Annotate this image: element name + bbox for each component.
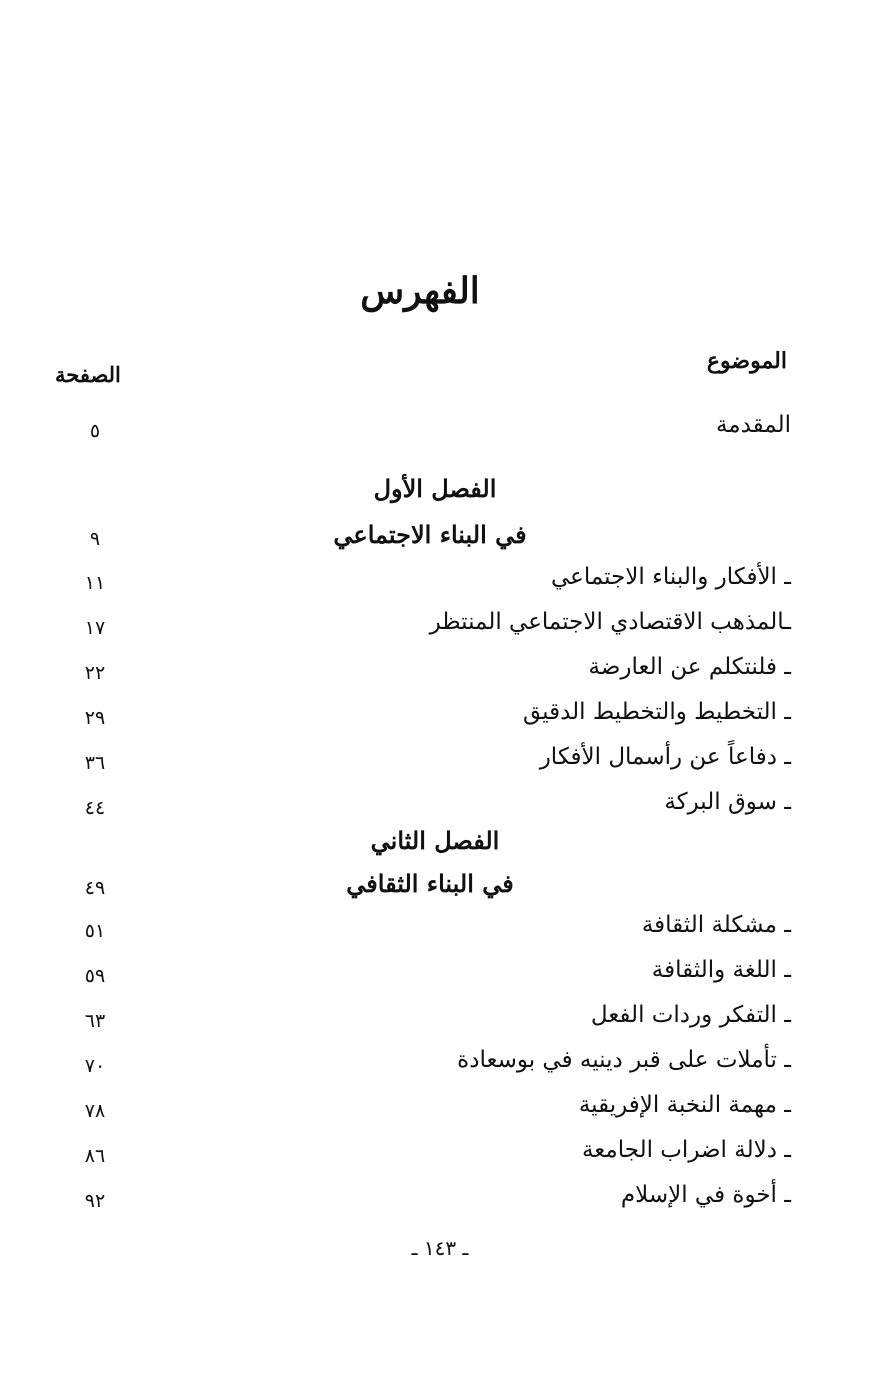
toc-entry (0, 1137, 873, 1177)
toc-entry-page: ٤٤ (84, 797, 106, 819)
toc-entry (0, 1182, 873, 1222)
toc-entry-page: ٢٢ (84, 662, 106, 684)
toc-entry-page: ٤٩ (84, 877, 106, 899)
toc-entry-page: ٩٢ (84, 1190, 106, 1212)
toc-entry (0, 564, 873, 604)
chapter-heading (0, 474, 873, 514)
chapter-subheading (0, 869, 873, 909)
toc-entry (0, 412, 873, 452)
toc-entry-text: ـ سوق البركة (664, 789, 791, 815)
toc-entry-text: المقدمة (715, 412, 791, 438)
chapter-subtitle: في البناء الاجتماعي (333, 520, 527, 549)
toc-entry-page: ٦٣ (84, 1010, 106, 1032)
column-header-page: الصفحة (55, 362, 121, 387)
toc-entry-page: ٨٦ (84, 1145, 106, 1167)
toc-entry (0, 1092, 873, 1132)
toc-entry (0, 654, 873, 694)
column-header-subject: الموضوع (706, 348, 787, 374)
page-title: الفهرس (360, 270, 480, 312)
toc-entry-page: ٧٨ (84, 1100, 106, 1122)
toc-entry-page: ٢٩ (84, 707, 106, 729)
toc-entry-text: ـ دفاعاً عن رأسمال الأفكار (539, 744, 791, 770)
toc-entry-page: ٥ (89, 420, 101, 442)
toc-entry (0, 699, 873, 739)
toc-entry-text: ـ اللغة والثقافة (651, 957, 791, 983)
toc-entry-page: ٥١ (84, 920, 106, 942)
toc-entry-text: ـ دلالة اضراب الجامعة (581, 1137, 791, 1163)
toc-entry-text: ـ أخوة في الإسلام (620, 1182, 791, 1208)
toc-entry-page: ٧٠ (84, 1055, 106, 1077)
toc-entry-page: ١١ (84, 572, 106, 594)
chapter-heading (0, 826, 873, 866)
toc-entry-text: ـ مشكلة الثقافة (641, 912, 791, 938)
toc-entry-text: ـ فلنتكلم عن العارضة (588, 654, 791, 680)
chapter-title: الفصل الأول (373, 474, 497, 503)
toc-entry (0, 1002, 873, 1042)
toc-entry (0, 912, 873, 952)
toc-entry (0, 957, 873, 997)
toc-entry-text: ـالمذهب الاقتصادي الاجتماعي المنتظر (429, 609, 791, 635)
toc-entry-page: ١٧ (84, 617, 106, 639)
page-number: ـ ١٤٣ ـ (411, 1236, 469, 1260)
toc-entry (0, 744, 873, 784)
toc-entry-page: ٩ (89, 528, 101, 550)
toc-entry-text: ـ الأفكار والبناء الاجتماعي (550, 564, 791, 590)
chapter-subheading (0, 520, 873, 560)
toc-entry (0, 1047, 873, 1087)
chapter-subtitle: في البناء الثقافي (346, 869, 514, 898)
chapter-title: الفصل الثاني (370, 826, 500, 855)
toc-entry-page: ٥٩ (84, 965, 106, 987)
toc-entry-text: ـ التفكر وردات الفعل (590, 1002, 791, 1028)
toc-entry-text: ـ مهمة النخبة الإفريقية (578, 1092, 791, 1118)
toc-entry (0, 789, 873, 829)
toc-entry (0, 609, 873, 649)
toc-entry-text: ـ التخطيط والتخطيط الدقيق (522, 699, 791, 725)
toc-entry-text: ـ تأملات على قبر دينيه في بوسعادة (457, 1047, 791, 1073)
toc-entry-page: ٣٦ (84, 752, 106, 774)
